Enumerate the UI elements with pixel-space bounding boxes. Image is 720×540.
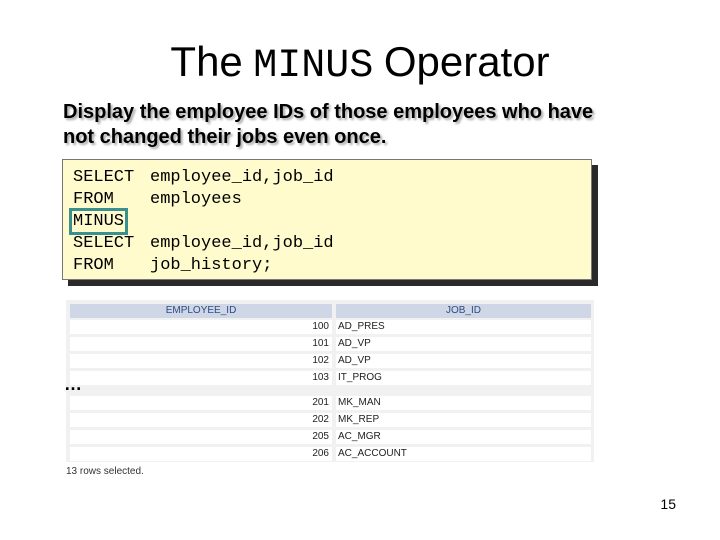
cell-job-id: MK_MAN xyxy=(336,396,591,410)
cell-employee-id: 206 xyxy=(70,447,332,461)
description-line-1: Display the employee IDs of those employees who have xyxy=(63,101,594,123)
sql-code-box xyxy=(62,159,592,280)
cell-job-id: MK_REP xyxy=(336,413,591,427)
description xyxy=(63,100,683,150)
rows-selected-text: 13 rows selected. xyxy=(66,466,144,477)
column-header-employee-id: EMPLOYEE_ID xyxy=(70,304,332,318)
sql-keyword: SELECT xyxy=(73,234,135,253)
table-row xyxy=(66,337,594,351)
sql-keyword: FROM xyxy=(73,256,114,275)
table-row xyxy=(66,354,594,368)
result-table xyxy=(66,300,594,462)
cell-employee-id: 201 xyxy=(70,396,332,410)
title-operator: MINUS xyxy=(253,44,374,89)
rows-omitted-ellipsis: … xyxy=(64,374,82,394)
table-row xyxy=(66,430,594,444)
cell-job-id: AD_VP xyxy=(336,337,591,351)
cell-employee-id: 202 xyxy=(70,413,332,427)
sql-clause: employees xyxy=(150,190,242,209)
sql-keyword: MINUS xyxy=(73,212,125,231)
cell-employee-id: 103 xyxy=(70,371,332,385)
code-line xyxy=(73,189,242,211)
table-row xyxy=(66,413,594,427)
table-row xyxy=(66,447,594,461)
code-line xyxy=(73,233,334,255)
sql-keyword: FROM xyxy=(73,190,114,209)
sql-keyword: SELECT xyxy=(73,168,135,187)
cell-job-id: AC_ACCOUNT xyxy=(336,447,591,461)
page-number: 15 xyxy=(660,496,676,512)
description-line-2: not changed their jobs even once. xyxy=(63,126,387,148)
table-row xyxy=(66,371,594,385)
code-line xyxy=(73,255,272,277)
cell-employee-id: 102 xyxy=(70,354,332,368)
minus-keyword-highlight xyxy=(73,211,150,233)
title-suffix: Operator xyxy=(383,38,550,85)
sql-clause: job_history; xyxy=(150,256,273,275)
title-prefix: The xyxy=(170,38,243,85)
sql-clause: employee_id,job_id xyxy=(150,168,334,187)
cell-job-id: AD_VP xyxy=(336,354,591,368)
code-line xyxy=(73,211,150,233)
cell-job-id: AD_PRES xyxy=(336,320,591,334)
column-header-job-id: JOB_ID xyxy=(336,304,591,318)
code-line xyxy=(73,167,334,189)
cell-employee-id: 100 xyxy=(70,320,332,334)
cell-job-id: AC_MGR xyxy=(336,430,591,444)
table-row xyxy=(66,396,594,410)
cell-employee-id: 101 xyxy=(70,337,332,351)
cell-employee-id: 205 xyxy=(70,430,332,444)
slide-title xyxy=(0,38,720,89)
cell-job-id: IT_PROG xyxy=(336,371,591,385)
sql-clause: employee_id,job_id xyxy=(150,234,334,253)
table-row xyxy=(66,320,594,334)
